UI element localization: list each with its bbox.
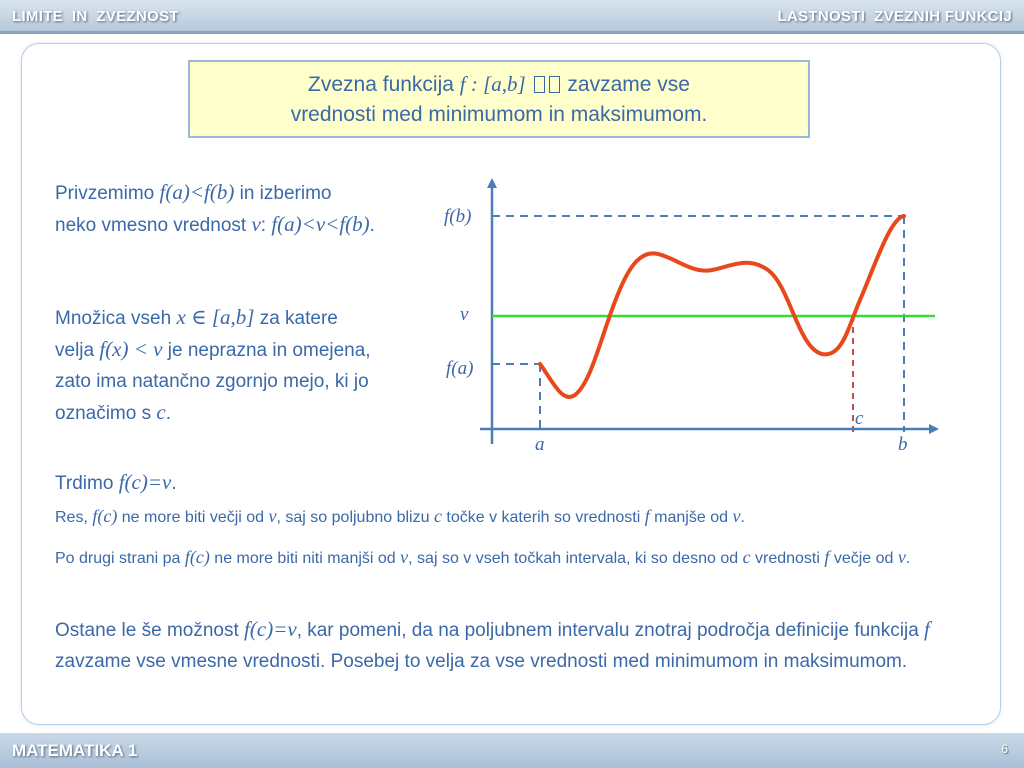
theorem-math: f : [a,b] (459, 72, 526, 96)
label-c: c (855, 408, 864, 429)
paragraph-supremum: Množica vseh x ∈ [a,b] za katere velja f(x) < v je neprazna in omejena, zato ima natančno zgornjo mejo, ki jo označimo s c. (55, 305, 371, 424)
paragraph-not-greater: Res, f(c) ne more biti večji od v, saj so poljubno blizu c točke v katerih so vrednosti f manjše od v. (55, 506, 745, 526)
paragraph-claim: Trdimo f(c)=v. (55, 470, 177, 494)
label-v: v (460, 304, 469, 325)
label-b: b (898, 434, 908, 455)
paragraph-not-smaller: Po drugi strani pa f(c) ne more biti niti manjši od v, saj so v vseh točkah intervala, ki so desno od c vrednosti f večje od v. (55, 547, 911, 567)
header-bar (0, 0, 1024, 34)
missing-glyph-icon (534, 76, 545, 93)
footer-course: MATEMATIKA 1 (12, 741, 138, 760)
label-fb: f(b) (444, 206, 472, 227)
header-chapter: LIMITE IN ZVEZNOST (12, 8, 179, 25)
label-fa: f(a) (446, 358, 474, 379)
theorem-line-2: vrednosti med minimumom in maksimumom. (290, 103, 708, 126)
footer-bar (0, 733, 1024, 768)
page-number: 6 (1001, 742, 1008, 756)
paragraph-conclusion: Ostane le še možnost f(c)=v, kar pomeni, da na poljubnem intervalu znotraj področja definicije funkcija f zavzame vse vmesne vrednosti. Posebej to velja za vse vrednosti med minimumom in maksimumom. (55, 617, 930, 672)
paragraph-assumption: Privzemimo f(a)<f(b) in izberimo neko vmesno vrednost v: f(a)<v<f(b). (55, 180, 375, 236)
header-section: LASTNOSTI ZVEZNIH FUNKCIJ (777, 8, 1012, 25)
theorem-box (188, 60, 810, 138)
missing-glyph-icon (549, 76, 560, 93)
intermediate-value-graph (430, 172, 950, 462)
theorem-line-1: Zvezna funkcija f : [a,b] zavzame vse (308, 72, 690, 96)
label-a: a (535, 434, 545, 455)
function-curve (540, 216, 904, 397)
